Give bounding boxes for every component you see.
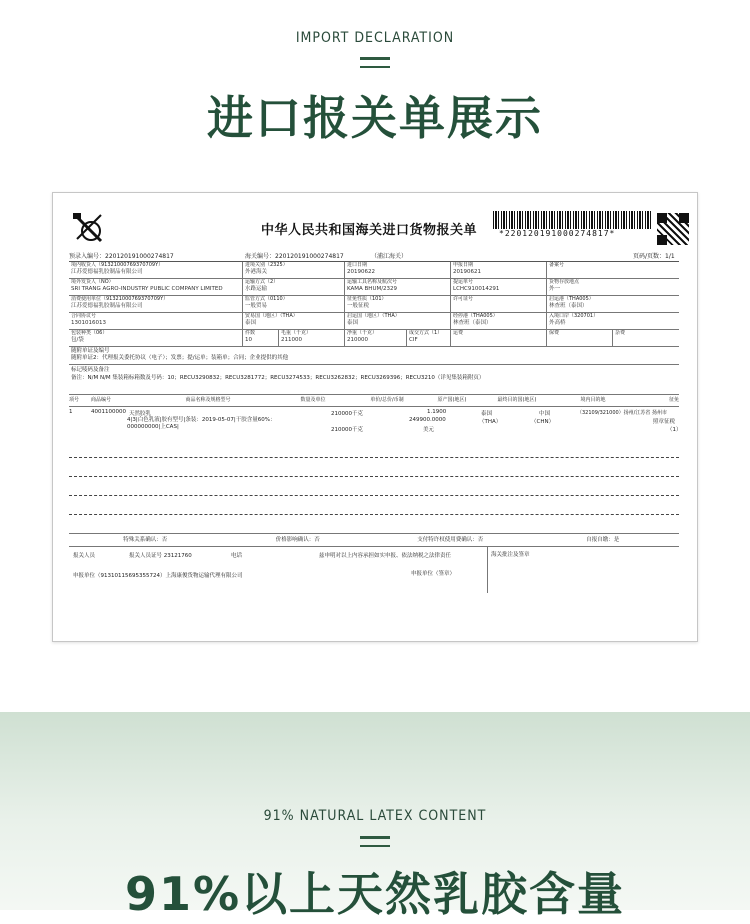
phone-label: 电话: [231, 553, 243, 559]
section-title-cn: 进口报关单展示: [207, 91, 543, 145]
form-row: [69, 296, 679, 313]
form-cell: 进口日期 20190622: [345, 262, 451, 278]
item-origin: 泰国: [481, 411, 493, 417]
customs-office: （浦江海关）: [371, 253, 408, 260]
declaring-unit: 申报单位（91310115695355724）上海康俊货物运输代理有限公司: [73, 573, 243, 579]
section-subtitle-en: IMPORT DECLARATION: [295, 30, 455, 46]
blank-item-row: [69, 477, 679, 496]
item-spec: 4|3|白色乳液|胶有型号|条装：2019-05-07|干胶含量60%：000000000|上CAS|: [127, 417, 276, 430]
form-cell: 境外发货人（NO） SRI TRANG AGRO-INDUSTRY PUBLIC COMPANY LIMITED: [69, 279, 243, 295]
item-origin-code: （THA）: [479, 419, 502, 425]
form-cell: 申报日期 20190621: [451, 262, 547, 278]
barcode: [493, 211, 653, 229]
form-cell: 许可证号: [451, 296, 547, 312]
form-cell: 保费: [547, 330, 613, 346]
legal-statement: 兹申明对以上内容承担如实申报、依法纳税之法律责任: [319, 553, 452, 559]
item-no: 1: [69, 409, 73, 415]
form-cell: 进境关别（2325） 外港海关: [243, 262, 345, 278]
form-cell: 杂费: [615, 330, 626, 336]
form-cell: 成交方式（1） CIF: [407, 330, 451, 346]
divider-line: [360, 845, 390, 847]
header-cell: 项号: [69, 397, 80, 403]
confirmation-item: 支付特许权使用费确认：否: [417, 537, 484, 543]
barcode-number: *220120191000274817*: [499, 229, 616, 238]
form-cell: 包装种类（06） 包/袋: [69, 330, 243, 346]
header-cell: 原产国(地区): [437, 397, 467, 403]
declaring-seal: 申报单位（签章）: [411, 571, 456, 577]
attached-documents: 随附单证及编号 随附单证2：代理报关委托协议（电子）；发票；提/运单；装箱单；合同；企业提供的其他: [69, 347, 679, 365]
blank-item-row: [69, 515, 679, 533]
form-cell: 监管方式（0110） 一般贸易: [243, 296, 345, 312]
form-cell: 货物存放地点 外一: [549, 279, 580, 292]
header-cell: 商品编号: [91, 397, 112, 403]
item-destination: 中国: [539, 411, 551, 417]
header-cell: 数量及单位: [300, 397, 326, 403]
document-title: 中华人民共和国海关进口货物报关单: [261, 223, 478, 238]
confirmation-row: [69, 533, 679, 546]
form-row: [69, 330, 679, 347]
form-cell: 经停港（THA005） 林查班（泰国）: [451, 313, 547, 329]
item-total: 249900.0000: [409, 417, 446, 423]
divider-line: [360, 66, 390, 68]
header-cell: 征免: [668, 397, 679, 403]
form-cell: 征免性质（101） 一般征税: [345, 296, 451, 312]
section-subtitle-en: 91% NATURAL LATEX CONTENT: [263, 808, 487, 824]
form-cell: 件数 10: [243, 330, 279, 346]
form-cell: 毛重（千克） 211000: [279, 330, 345, 346]
item-levy: 照章征税: [653, 419, 676, 425]
header-cell: 最终目的国(地区): [497, 397, 537, 403]
item-header-row: [69, 395, 679, 407]
form-cell: 运输方式（2） 水路运输: [243, 279, 345, 295]
qr-code-icon: [657, 213, 689, 245]
confirmation-item: 自报自缴：是: [586, 537, 620, 543]
blank-item-row: [69, 458, 679, 477]
form-cell: 消费使用单位（91321000769370709Y） 江苏爱德福乳胶制品有限公司: [69, 296, 243, 312]
declarant-block: [69, 547, 488, 593]
item-name: 天然胶乳: [129, 411, 152, 417]
form-cell: 运输工具名称及航次号 KAMA BHUM/2329: [345, 279, 451, 295]
form-cell: 境内收货人（91321000769370709Y） 江苏爱德福乳胶制品有限公司: [69, 262, 243, 278]
header-cell: 境内目的地: [580, 397, 606, 403]
form-cell: 备案号: [549, 262, 565, 268]
form-cell: 贸易国（地区）（THA） 泰国: [243, 313, 345, 329]
divider-line: [360, 836, 390, 839]
page-count: 页码/页数：1/1: [633, 253, 675, 260]
item-levy-code: （1）: [667, 427, 682, 433]
item-code: 4001100000: [91, 409, 126, 415]
customs-number: 海关编号：220120191000274817: [245, 253, 344, 260]
form-cell: 净重（千克） 210000: [345, 330, 407, 346]
signature-section: [69, 546, 679, 593]
header-cell: 商品名称及规格型号: [185, 397, 231, 403]
customs-remarks: 海关批注及签章: [491, 552, 530, 558]
blank-item-row: [69, 496, 679, 515]
pre-entry-number: 预录入编号：220120191000274817: [69, 253, 174, 260]
item-price: 1.1900: [427, 409, 447, 415]
form-cell: 启运港（THA005） 林查班（泰国）: [549, 296, 594, 309]
confirmation-item: 价格影响确认：否: [275, 537, 320, 543]
form-cell: 提运单号 LCHC910014291: [451, 279, 547, 295]
declaration-document: [52, 192, 698, 642]
divider-line: [360, 57, 390, 60]
blank-item-row: [69, 439, 679, 458]
item-quantity: 210000千克: [331, 427, 363, 433]
item-domestic-destination: （32109/321000）扬州/江苏省 扬州市: [577, 410, 667, 416]
item-currency: 美元: [423, 427, 435, 433]
form-cell: 入境口岸（320701） 外高桥: [549, 313, 599, 326]
form-row: [69, 279, 679, 296]
declaration-form: [69, 261, 682, 593]
form-row: [69, 313, 679, 330]
item-row: [69, 407, 682, 439]
declarant-label: 报关人员: [73, 553, 96, 559]
customs-emblem-icon: [71, 211, 105, 245]
declarant-cert: 报关人员证号 23121760: [129, 553, 192, 559]
form-cell: 合同协议号 1301016013: [69, 313, 243, 329]
form-cell: 启运国（地区）（THA） 泰国: [345, 313, 451, 329]
form-cell: 运费: [451, 330, 547, 346]
confirmation-item: 特殊关系确认：否: [123, 537, 168, 543]
item-destination-code: （CHN）: [531, 419, 555, 425]
header-cell: 单价/总价/币制: [370, 397, 404, 403]
section-title-cn: 91%以上天然乳胶含量: [124, 867, 626, 921]
remarks: 标记唛码及备注 备注：N/M N/M 集装箱标箱数及号码：10；RECU3290832；RECU3281772；RECU3274533；RECU3262832；RECU3269396；RECU3210（详见集装箱附页）: [69, 365, 679, 395]
form-row: [69, 262, 679, 279]
item-quantity: 210000千克: [331, 411, 363, 417]
